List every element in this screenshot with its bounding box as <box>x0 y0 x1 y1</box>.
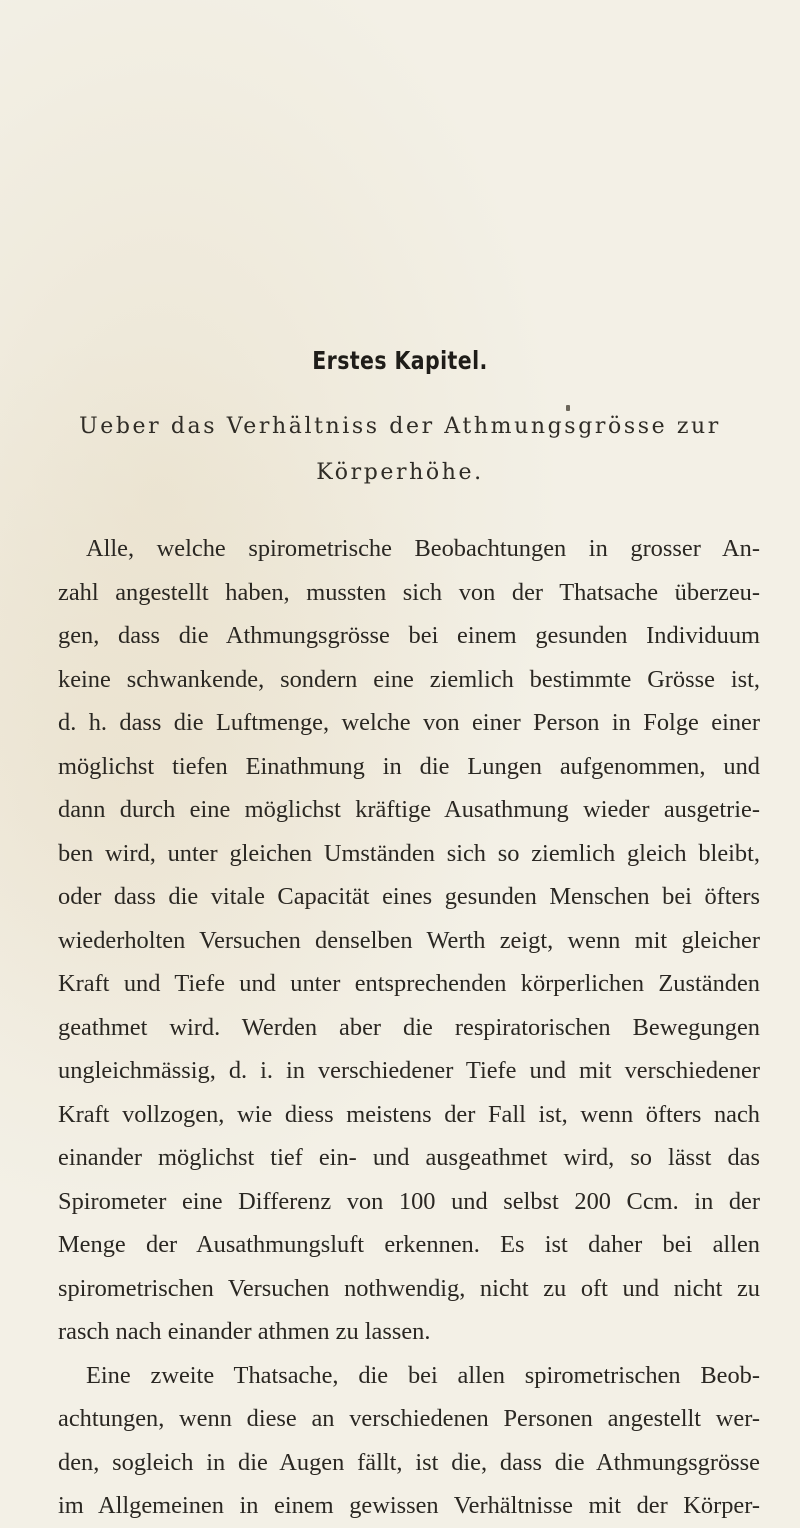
text-line: achtungen, wenn diese an verschiedenen Personen angestellt wer- <box>58 1405 760 1432</box>
paragraph-1 <box>58 527 760 1354</box>
paragraph-2 <box>58 1354 760 1528</box>
chapter-title: Erstes Kapitel. <box>312 346 488 375</box>
text-line: wiederholten Versuchen denselben Werth zeigt, wenn mit gleicher <box>58 926 760 954</box>
text-line: geathmet wird. Werden aber die respiratorischen Bewegungen <box>58 1013 760 1041</box>
body-text <box>58 527 760 1528</box>
section-heading-line-2: Körperhöhe. <box>316 460 484 485</box>
text-line: Alle, welche spirometrische Beobachtungen in grosser An- <box>86 535 760 562</box>
text-line: gen, dass die Athmungsgrösse bei einem gesunden Individuum <box>58 622 760 649</box>
text-line: im Allgemeinen in einem gewissen Verhältnisse mit der Körper- <box>58 1492 760 1519</box>
text-line: möglichst tiefen Einathmung in die Lungen aufgenommen, und <box>58 752 760 780</box>
text-line: den, sogleich in die Augen fällt, ist die, dass die Athmungsgrösse <box>58 1448 760 1476</box>
text-line: keine schwankende, sondern eine ziemlich bestimmte Grösse ist, <box>58 665 760 693</box>
text-line: ungleichmässig, d. i. in verschiedener Tiefe und mit verschiedener <box>58 1057 760 1084</box>
text-line: einander möglichst tief ein- und ausgeathmet wird, so lässt das <box>58 1144 760 1171</box>
text-line: Kraft vollzogen, wie diess meistens der Fall ist, wenn öfters nach <box>58 1100 760 1128</box>
text-line: Kraft und Tiefe und unter entsprechenden körperlichen Zuständen <box>58 970 760 997</box>
print-speck <box>566 405 570 411</box>
text-line: spirometrischen Versuchen nothwendig, nicht zu oft und nicht zu <box>58 1274 760 1302</box>
text-line: zahl angestellt haben, mussten sich von der Thatsache überzeu- <box>58 578 760 606</box>
text-line: Menge der Ausathmungsluft erkennen. Es ist daher bei allen <box>58 1231 760 1258</box>
text-line: Spirometer eine Differenz von 100 und selbst 200 Ccm. in der <box>58 1187 760 1215</box>
section-heading-line-1: Ueber das Verhältniss der Athmungsgrösse zur <box>79 414 721 439</box>
text-line: oder dass die vitale Capacität eines gesunden Menschen bei öfters <box>58 883 760 910</box>
text-line: Eine zweite Thatsache, die bei allen spirometrischen Beob- <box>86 1361 760 1389</box>
text-line: ben wird, unter gleichen Umständen sich so ziemlich gleich bleibt, <box>58 839 760 867</box>
text-line: dann durch eine möglichst kräftige Ausathmung wieder ausgetrie- <box>58 796 760 823</box>
text-line: rasch nach einander athmen zu lassen. <box>58 1318 431 1345</box>
text-line: d. h. dass die Luftmenge, welche von einer Person in Folge einer <box>58 709 760 736</box>
